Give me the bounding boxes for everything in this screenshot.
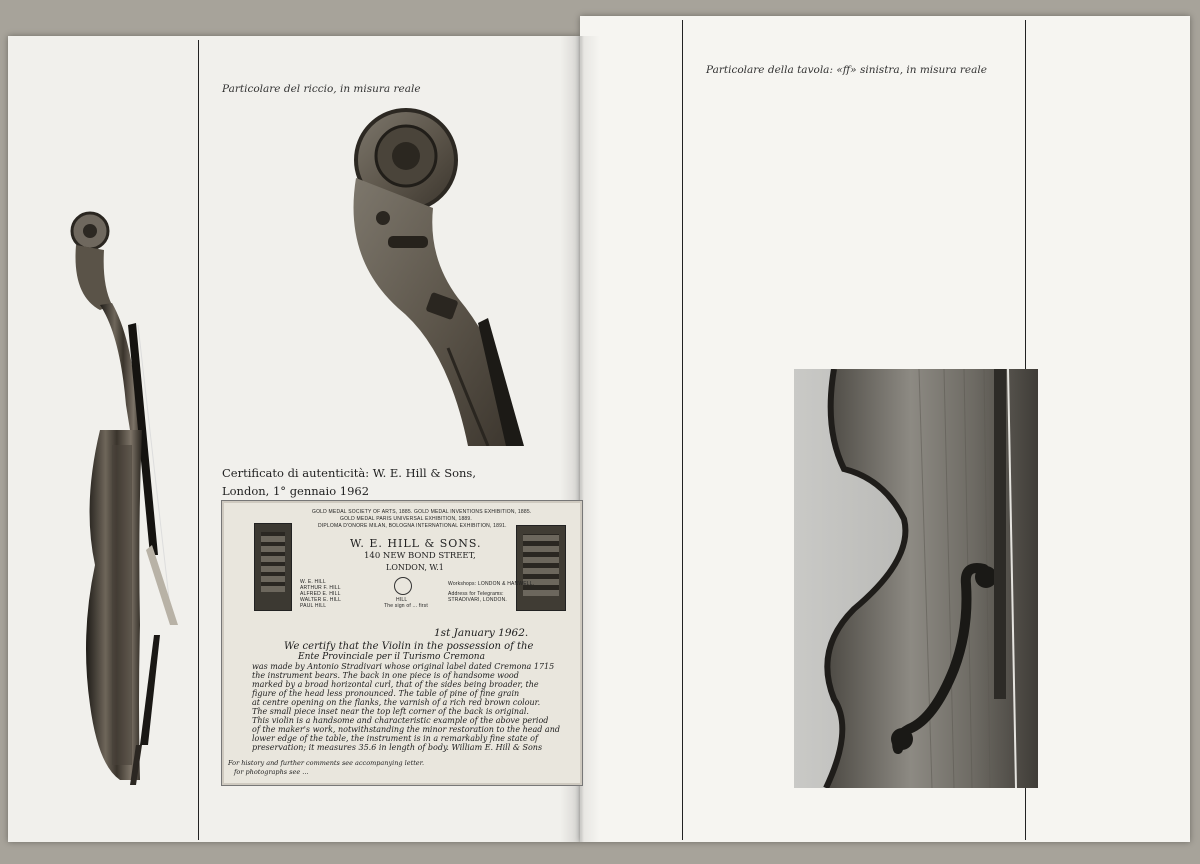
certificate-body-line-11: preservation; it measures 35.6 in length of body. William E. Hill & Sons: [252, 743, 543, 752]
shop-facade-right: [516, 525, 566, 611]
certificate-body-line-8: This violin is a handsome and characteristic example of the above period: [252, 716, 549, 725]
certificate-seal-caption: The sign of ... first: [384, 603, 428, 609]
partner-2: ALFRED E. HILL: [300, 591, 341, 597]
certificate-partners: [300, 579, 341, 609]
certificate-body-line-1: Ente Provinciale per il Turismo Cremona: [298, 652, 485, 662]
certificate-caption: [222, 464, 476, 500]
certificate-address-line2: LONDON, W.1: [386, 563, 444, 572]
partner-0: W. E. HILL: [300, 579, 326, 585]
hill-seal-icon: [394, 577, 412, 595]
certificate-body-line-2: was made by Antonio Stradivari whose original label dated Cremona 1715: [252, 662, 555, 671]
certificate-body-line-10: lower edge of the table, the instrument is in a remarkably fine state of: [252, 734, 538, 743]
certificate-body-line-3: the instrument bears. The back in one piece is of handsome wood: [252, 671, 519, 680]
violin-scroll-photo: [338, 108, 524, 446]
certificate-body-line-6: at centre opening on the flanks, the varnish of a rich red brown colour.: [252, 698, 541, 707]
partner-1: ARTHUR F. HILL: [300, 585, 341, 591]
certificate-date: 1st January 1962.: [434, 627, 529, 639]
certificate-firm-name: W. E. HILL & SONS.: [350, 537, 482, 550]
certificate-footnote-line2: for photographs see ...: [234, 768, 309, 776]
certificate-workshops: Workshops: LONDON & HANWELL.: [448, 581, 535, 587]
right-page-rule-left: [682, 20, 683, 840]
partner-4: PAUL HILL: [300, 603, 327, 609]
certificate-address-line1: 140 NEW BOND STREET,: [364, 551, 476, 561]
certificate-caption-line2: London, 1° gennaio 1962: [222, 484, 370, 498]
certificate-body: [252, 641, 572, 752]
certificate-telegram: Address for Telegrams: STRADIVARI, LONDON.: [448, 591, 507, 603]
certificate-body-line-9: of the maker's work, notwithstanding the minor restoration to the head and: [252, 725, 560, 734]
violin-side-photo: [60, 205, 185, 790]
certificate-caption-line1: Certificato di autenticità: W. E. Hill & Sons,: [222, 466, 476, 480]
fhole-detail-drawing: [794, 369, 1038, 788]
certificate-body-line-5: figure of the head less pronounced. The table of pine of fine grain: [252, 689, 520, 698]
certificate-body-line-0: We certify that the Violin in the possession of the: [284, 641, 534, 652]
hill-certificate: [221, 500, 583, 786]
certificate-header-line3: DIPLOMA D'ONORE MILAN, BOLOGNA INTERNATIONAL EXHIBITION, 1891.: [318, 523, 507, 529]
certificate-header-line1: GOLD MEDAL SOCIETY OF ARTS, 1885. GOLD MEDAL INVENTIONS EXHIBITION, 1885.: [312, 509, 532, 515]
shop-facade-left: [254, 523, 292, 611]
fhole-caption: Particolare della tavola: «ff» sinistra, in misura reale: [706, 64, 987, 76]
certificate-footnote-line1: For history and further comments see accompanying letter.: [228, 759, 425, 767]
certificate-seal-text: HILL: [396, 597, 408, 603]
certificate-body-line-4: marked by a broad horizontal curl, that of the sides being broader, the: [252, 680, 539, 689]
left-page-rule: [198, 40, 199, 840]
scroll-caption: Particolare del riccio, in misura reale: [222, 83, 421, 95]
violin-fhole-photo: [794, 369, 1038, 788]
partner-3: WALTER E. HILL: [300, 597, 342, 603]
certificate-header-line2: GOLD MEDAL PARIS UNIVERSAL EXHIBITION, 1889.: [340, 516, 472, 522]
certificate-body-line-7: The small piece inset near the top left corner of the back is original.: [252, 707, 529, 716]
